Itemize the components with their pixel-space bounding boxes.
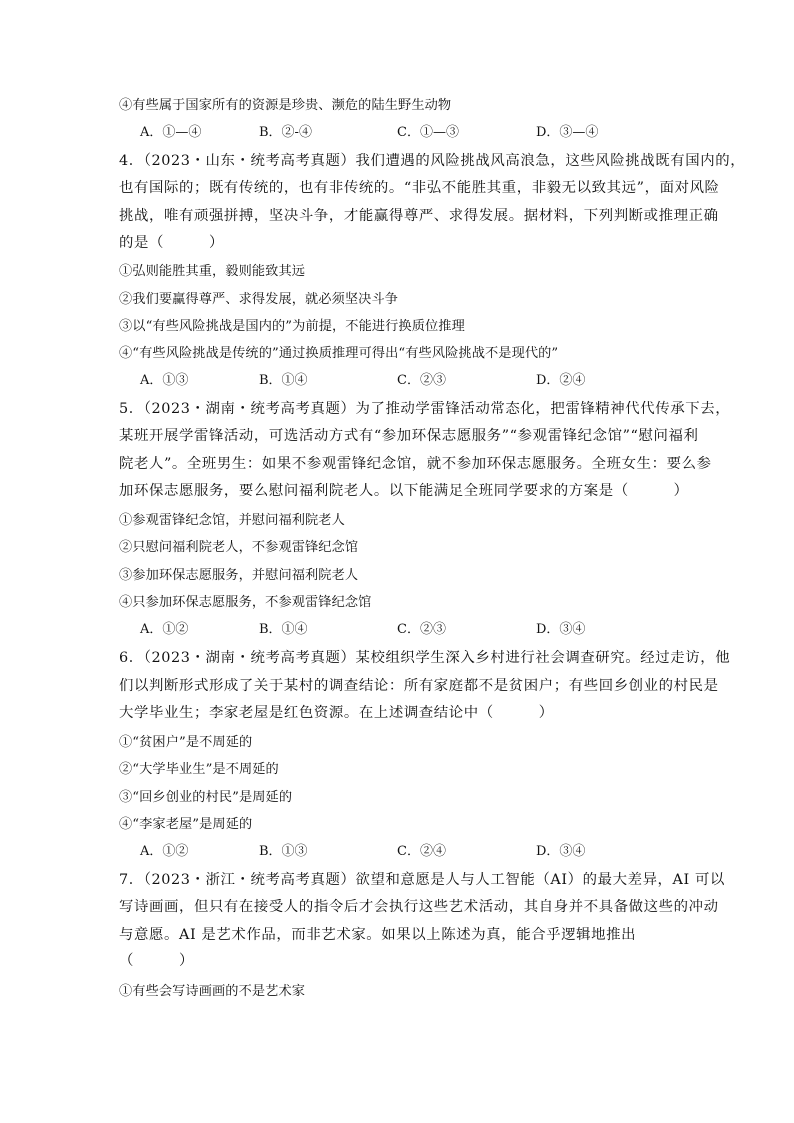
question-4-item-2: ②我们要赢得尊严、求得发展，就必须坚决斗争 — [119, 292, 399, 307]
question-7-stem-line: （ ） — [119, 953, 194, 969]
question-5-stem-line: 加环保志愿服务，要么慰问福利院老人。以下能满足全班同学要求的方案是（ ） — [119, 483, 689, 499]
question-6-stem-line: 们以判断形式形成了关于某村的调查结论：所有家庭都不是贫困户；有些回乡创业的村民是 — [119, 678, 719, 694]
question-6-stem-line: 大学毕业生；李家老屋是红色资源。在上述调查结论中（ ） — [119, 705, 554, 721]
question-5-item-3: ③参加环保志愿服务，并慰问福利院老人 — [119, 568, 359, 583]
question-7-stem-line: 与意愿。AI 是艺术作品，而非艺术家。如果以上陈述为真，能合乎逻辑地推出 — [119, 927, 637, 943]
question-4-stem-line: 挑战，唯有顽强拼搏，坚决斗争，才能赢得尊严、求得发展。据材料，下列判断或推理正确 — [119, 208, 719, 224]
question-5-stem-line: 5．（2023・湖南・统考高考真题）为了推动学雷锋活动常态化，把雷锋精神代代传承下去， — [119, 401, 731, 417]
option-a: A．①③ — [140, 373, 189, 388]
option-b: B．①③ — [259, 844, 308, 859]
question-4-stem-line: 4．（2023・山东・统考高考真题）我们遭遇的风险挑战风高浪急，这些风险挑战既有国内的， — [119, 153, 746, 169]
option-d: D．②④ — [536, 373, 586, 388]
question-6-stem-line: 6．（2023・湖南・统考高考真题）某校组织学生深入乡村进行社会调查研究。经过走访，他 — [119, 650, 731, 666]
question-4-stem-line: 也有国际的；既有传统的，也有非传统的。“非弘不能胜其重，非毅无以致其远”，面对风险 — [119, 180, 720, 196]
question-6-item-1: ①“贫困户”是不周延的 — [119, 735, 253, 750]
question-5-item-1: ①参观雷锋纪念馆，并慰问福利院老人 — [119, 513, 345, 528]
option-b: B．①④ — [259, 622, 308, 637]
question-5-stem-line: 某班开展学雷锋活动，可选活动方式有“参加环保志愿服务”“参观雷锋纪念馆”“慰问福利 — [119, 428, 699, 444]
question-5-item-2: ②只慰问福利院老人，不参观雷锋纪念馆 — [119, 540, 359, 555]
question-6-item-4: ④“李家老屋”是周延的 — [119, 817, 253, 832]
question-5-stem-line: 院老人”。全班男生：如果不参观雷锋纪念馆，就不参加环保志愿服务。全班女生：要么参 — [119, 456, 712, 472]
question-6-item-2: ②“大学毕业生”是不周延的 — [119, 762, 279, 777]
prev-question-item-4: ④有些属于国家所有的资源是珍贵、濒危的陆生野生动物 — [119, 98, 452, 113]
option-c: C．①—③ — [397, 125, 459, 140]
option-c: C．②③ — [397, 622, 446, 637]
question-5-item-4: ④只参加环保志愿服务，不参观雷锋纪念馆 — [119, 595, 372, 610]
option-b: B．②-④ — [259, 125, 312, 140]
option-c: C．②③ — [397, 373, 446, 388]
option-a: A．①② — [140, 844, 189, 859]
question-7-item-1: ①有些会写诗画画的不是艺术家 — [119, 984, 306, 999]
option-c: C．②④ — [397, 844, 446, 859]
question-4-item-3: ③以“有些风险挑战是国内的”为前提，不能进行换质位推理 — [119, 319, 465, 334]
option-d: D．③④ — [536, 844, 586, 859]
question-7-stem-line: 写诗画画，但只有在接受人的指令后才会执行这些艺术活动，其自身并不具备做这些的冲动 — [119, 899, 719, 915]
question-4-item-4: ④“有些风险挑战是传统的”通过换质推理可得出“有些风险挑战不是现代的” — [119, 346, 559, 361]
option-b: B．①④ — [259, 373, 308, 388]
question-4-item-1: ①弘则能胜其重，毅则能致其远 — [119, 264, 306, 279]
option-d: D．③④ — [536, 622, 586, 637]
option-a: A．①—④ — [140, 125, 202, 140]
question-4-stem-line: 的是（ ） — [119, 235, 224, 251]
option-a: A．①② — [140, 622, 189, 637]
option-d: D．③—④ — [536, 125, 599, 140]
question-7-stem-line: 7．（2023・浙江・统考高考真题）欲望和意愿是人与人工智能（AI）的最大差异，AI 可以 — [119, 872, 725, 888]
question-6-item-3: ③“回乡创业的村民”是周延的 — [119, 790, 293, 805]
